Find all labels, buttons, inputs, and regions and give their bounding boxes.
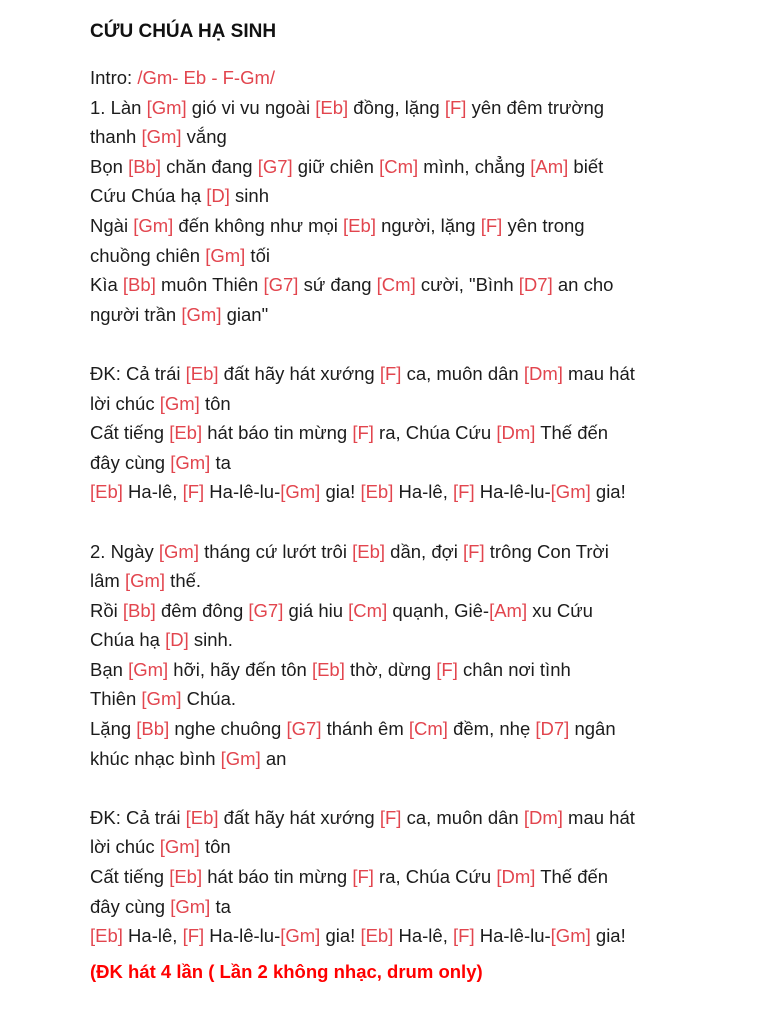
lyric-text: Cứu Chúa hạ [90, 185, 207, 207]
lyric-text: an cho [552, 274, 614, 296]
lyric-text: Ngài [90, 214, 134, 236]
lyric-text: Chúa hạ [90, 629, 166, 651]
lyric-text: gia! [320, 925, 361, 947]
lyric-text: đây cùng [90, 451, 171, 473]
lyric-text: gió vi vu ngoài [186, 96, 316, 118]
lyric-text: ngân [569, 718, 616, 740]
lyric-text: đồng, lặng [348, 96, 445, 118]
lyric-text: mau hát [562, 806, 635, 828]
chord: [F] [463, 540, 485, 562]
lyric-text: cười, "Bình [415, 274, 519, 296]
chord: [Gm] [170, 451, 211, 473]
lyric-text: hát báo tin mừng [202, 422, 353, 444]
lyric-line [90, 892, 680, 922]
chord: [Eb] [315, 96, 349, 118]
lyric-text: thờ, dừng [344, 658, 437, 680]
lyric-text: yên trong [502, 214, 585, 236]
lyric-text: gia! [590, 481, 626, 503]
lyric-text: sinh. [188, 629, 233, 651]
lyric-text: vắng [181, 126, 227, 148]
lyric-text: chăn đang [160, 155, 258, 177]
lyric-text: người trần [90, 303, 182, 325]
lyric-text: Ha-lê, [122, 925, 183, 947]
chord: [F] [182, 925, 205, 947]
lyric-text: tôn [199, 392, 231, 414]
chord: [F] [436, 658, 458, 680]
lyric-text: sinh [229, 185, 269, 207]
lyric-text: Ha-lê, [393, 925, 453, 947]
chord: [F] [352, 422, 374, 444]
chord: [Eb] [343, 214, 376, 236]
lyric-text: Ha-lê-lu- [474, 481, 551, 503]
lyric-text: lời chúc [90, 392, 160, 414]
lyric-text: thế. [165, 570, 202, 592]
lyric-text: biết [568, 155, 604, 177]
lyric-line [90, 241, 680, 271]
chord: [F] [352, 866, 374, 888]
song-title: CỨU CHÚA HẠ SINH [90, 21, 277, 42]
lyric-text: ca, muôn dân [401, 806, 524, 828]
chord: [Cm] [408, 718, 448, 740]
chord: [G7] [263, 274, 299, 296]
lyric-line [90, 63, 680, 93]
lyric-text: Thế đến [535, 866, 609, 888]
performance-note: (ĐK hát 4 lần ( Lần 2 không nhạc, drum only) [90, 960, 483, 982]
chord: [Gm] [158, 540, 199, 562]
chord: [Gm] [141, 126, 182, 148]
lyric-text: Ha-lê, [393, 481, 453, 503]
lyric-text: Cất tiếng [90, 866, 170, 888]
lyric-text: Chúa. [181, 688, 237, 710]
chord: [Bb] [122, 599, 156, 621]
chord: [G7] [248, 599, 284, 621]
chord: [Gm] [124, 570, 166, 592]
chord: [Gm] [170, 895, 211, 917]
lyric-text: sứ đang [298, 274, 377, 296]
chord: [Bb] [122, 274, 156, 296]
lyric-text: trông Con Trời [484, 540, 609, 562]
lyric-text: đến không như mọi [173, 214, 344, 236]
lyric-text: ta [210, 451, 231, 473]
lyric-line [90, 625, 680, 655]
chord: [D7] [518, 274, 553, 296]
lyric-text: tôn [199, 836, 231, 858]
lyric-text: Bạn [90, 658, 129, 680]
chord: [F] [379, 362, 402, 384]
chord: [Dm] [496, 422, 536, 444]
lyrics-body [90, 63, 680, 951]
lyric-text: ĐK: Cả trái [90, 362, 186, 384]
lyric-text: ra, Chúa Cứu [373, 866, 497, 888]
lyric-text: quạnh, Giê- [387, 599, 490, 621]
lyric-text: thánh êm [321, 718, 409, 740]
lyric-text: ĐK: Cả trái [90, 806, 186, 828]
lyric-text: Intro: [90, 67, 138, 88]
lyric-text: thanh [90, 126, 142, 148]
lyric-line [90, 270, 680, 300]
lyric-text: ca, muôn dân [401, 362, 524, 384]
lyric-text: 2. Ngày [90, 540, 159, 562]
chord: [Gm] [205, 244, 246, 266]
lyric-line [90, 744, 680, 774]
chord: [F] [453, 481, 475, 503]
lyric-text: Thiên [90, 688, 142, 710]
chord: [Dm] [496, 866, 536, 888]
lyric-text: Ha-lê-lu- [204, 481, 281, 503]
lyric-line [90, 211, 680, 241]
chord: [Eb] [90, 925, 123, 947]
lyric-text: chuồng chiên [90, 244, 206, 266]
lyric-text: gia! [320, 481, 361, 503]
lyric-text: Rồi [90, 599, 123, 621]
lyric-text: đây cùng [90, 895, 171, 917]
chord: [Gm] [141, 688, 182, 710]
lyric-text: Ha-lê-lu- [204, 925, 281, 947]
lyric-text: đêm đông [155, 599, 249, 621]
chord: [Gm] [280, 481, 321, 503]
chord: [F] [379, 806, 402, 828]
chord: /Gm- Eb - F-Gm/ [137, 67, 276, 88]
chord: [F] [453, 925, 475, 947]
lyric-text: mình, chẳng [418, 155, 531, 177]
chord: [Gm] [133, 214, 174, 236]
lyric-line [90, 389, 680, 419]
lyric-text: nghe chuông [169, 718, 287, 740]
chord: [Eb] [169, 866, 203, 888]
chord: [Eb] [185, 806, 219, 828]
lyric-text: đềm, nhẹ [447, 718, 536, 740]
chord: [Cm] [348, 599, 388, 621]
lyric-text: lâm [90, 570, 125, 592]
lyric-line [90, 181, 680, 211]
lyrics-sheet [90, 18, 680, 986]
lyric-text: dần, đợi [385, 540, 463, 562]
lyric-text: đất hãy hát xướng [218, 362, 380, 384]
lyric-text: Kìa [90, 274, 123, 296]
lyric-line [90, 122, 680, 152]
lyric-line [90, 566, 680, 596]
stanza-break [90, 507, 680, 537]
lyric-line [90, 832, 680, 862]
lyric-line [90, 803, 680, 833]
chord: [G7] [257, 155, 293, 177]
lyric-text: gia! [590, 925, 626, 947]
chord: [F] [480, 214, 503, 236]
lyric-text: hỡi, hãy đến tôn [168, 658, 312, 680]
chord: [F] [182, 481, 205, 503]
lyric-line [90, 537, 680, 567]
lyric-text: muôn Thiên [155, 274, 264, 296]
lyric-line [90, 596, 680, 626]
chord: [Gm] [181, 303, 222, 325]
chord: [Eb] [360, 481, 394, 503]
lyric-text: chân nơi tình [457, 658, 571, 680]
chord: [F] [444, 96, 467, 118]
chord: [Eb] [311, 658, 345, 680]
lyric-line [90, 714, 680, 744]
chord: [Dm] [523, 806, 563, 828]
lyric-text: yên đêm trường [466, 96, 605, 118]
lyric-text: Cất tiếng [90, 422, 170, 444]
chord: [Bb] [128, 155, 161, 177]
lyric-line [90, 477, 680, 507]
lyric-text: ta [210, 895, 231, 917]
lyric-text: Thế đến [535, 422, 609, 444]
chord: [Bb] [136, 718, 170, 740]
chord: [Gm] [550, 925, 591, 947]
chord: [Am] [530, 155, 569, 177]
lyric-line [90, 684, 680, 714]
lyric-line [90, 152, 680, 182]
lyric-line [90, 418, 680, 448]
lyric-line [90, 448, 680, 478]
chord: [Eb] [169, 422, 203, 444]
lyric-line [90, 300, 680, 330]
lyric-text: hát báo tin mừng [202, 866, 353, 888]
chord: [D] [206, 185, 230, 207]
lyric-text: Ha-lê-lu- [474, 925, 551, 947]
chord: [Gm] [146, 96, 187, 118]
lyric-text: giá hiu [283, 599, 349, 621]
chord: [Am] [489, 599, 528, 621]
lyric-text: khúc nhạc bình [90, 747, 221, 769]
lyric-text: lời chúc [90, 836, 160, 858]
lyric-line [90, 921, 680, 951]
lyric-text: 1. Làn [90, 96, 147, 118]
chord: [Gm] [220, 747, 261, 769]
chord: [D] [165, 629, 189, 651]
stanza-break [90, 329, 680, 359]
chord: [Gm] [550, 481, 591, 503]
chord: [Gm] [280, 925, 321, 947]
chord: [G7] [286, 718, 322, 740]
chord: [Gm] [159, 836, 200, 858]
lyric-line [90, 93, 680, 123]
lyric-text: giữ chiên [292, 155, 380, 177]
lyric-text: Ha-lê, [122, 481, 183, 503]
chord: [Eb] [90, 481, 123, 503]
chord: [D7] [535, 718, 570, 740]
lyric-text: mau hát [562, 362, 635, 384]
lyric-text: gian" [221, 303, 269, 325]
chord: [Gm] [128, 658, 169, 680]
lyric-text: Lặng [90, 718, 137, 740]
chord: [Eb] [352, 540, 386, 562]
lyric-text: Bọn [90, 155, 129, 177]
lyric-line [90, 655, 680, 685]
chord: [Cm] [379, 155, 419, 177]
lyric-text: xu Cứu [527, 599, 593, 621]
chord: [Gm] [159, 392, 200, 414]
lyric-text: ra, Chúa Cứu [373, 422, 497, 444]
chord: [Dm] [523, 362, 563, 384]
lyric-line [90, 862, 680, 892]
lyric-text: an [260, 747, 287, 769]
lyric-text: tối [245, 244, 270, 266]
chord: [Eb] [360, 925, 394, 947]
stanza-break [90, 773, 680, 803]
lyric-line [90, 359, 680, 389]
lyric-text: tháng cứ lướt trôi [199, 540, 353, 562]
chord: [Eb] [185, 362, 219, 384]
chord: [Cm] [376, 274, 416, 296]
lyric-text: người, lặng [375, 214, 481, 236]
lyric-text: đất hãy hát xướng [218, 806, 380, 828]
